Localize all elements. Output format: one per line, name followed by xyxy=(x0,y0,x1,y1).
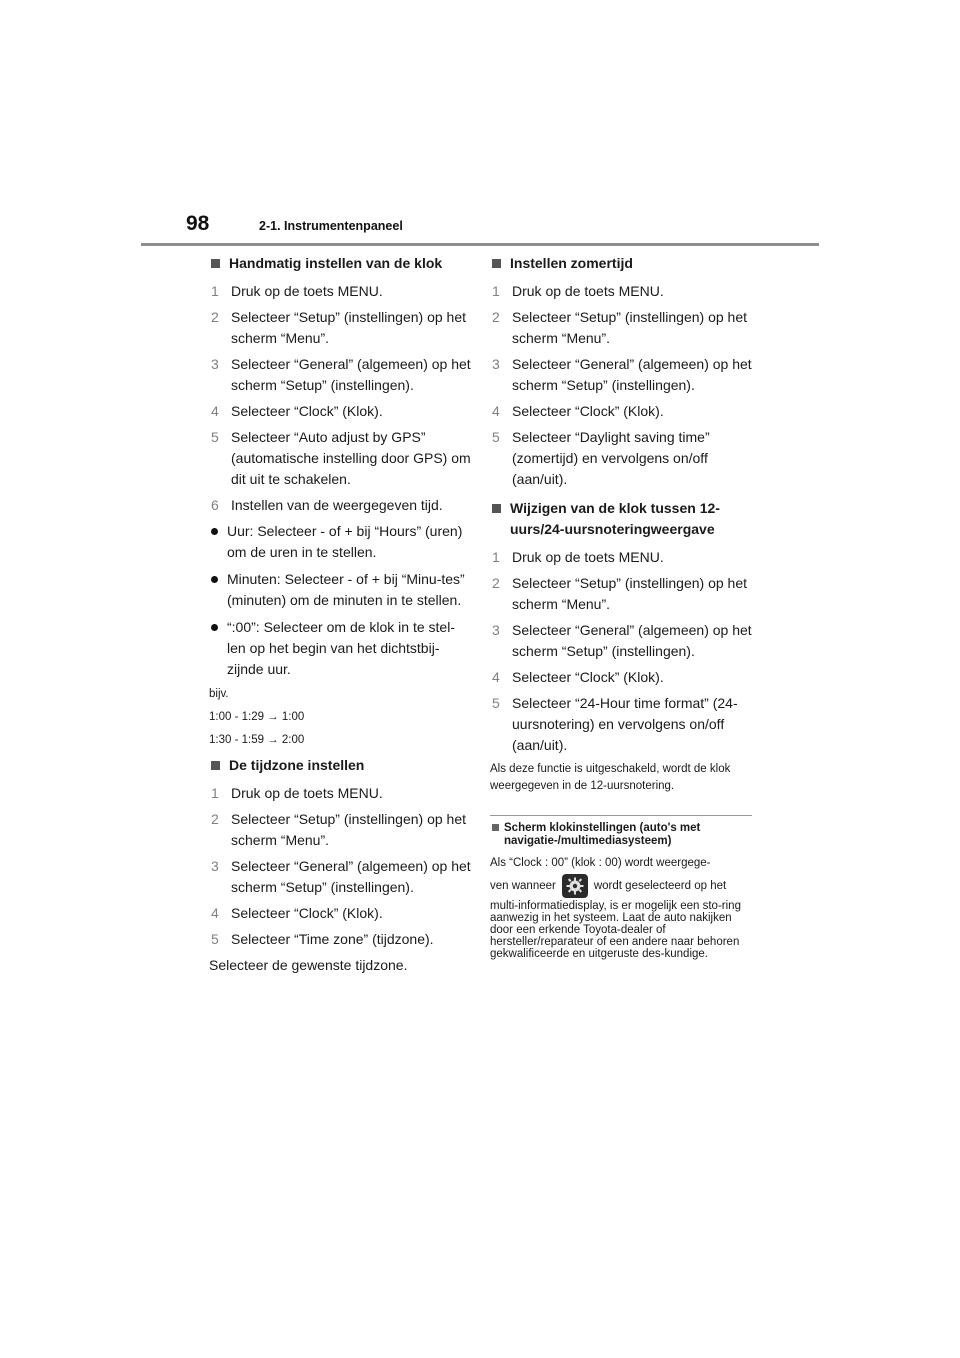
step-item: 2 Selecteer “Setup” (instellingen) op het scherm “Menu”. xyxy=(211,811,467,848)
step-item: 1 Druk op de toets MENU. xyxy=(211,785,383,801)
step-item: 2 Selecteer “Setup” (instellingen) op het scherm “Menu”. xyxy=(492,309,748,346)
section-heading-timezone: De tijdzone instellen xyxy=(209,755,471,776)
step-item: 4 Selecteer “Clock” (Klok). xyxy=(211,905,383,921)
right-column xyxy=(490,253,752,962)
step-item: 4 Selecteer “Clock” (Klok). xyxy=(492,403,664,419)
bullet-item-hours: Uur: Selecteer - of + bij “Hours” (uren) om de uren in te stellen. xyxy=(209,521,471,563)
step-item: 4 Selecteer “Clock” (Klok). xyxy=(492,669,664,685)
note-text-line: Als “Clock : 00” (klok : 00) wordt weergege- xyxy=(490,857,711,869)
step-item: 5 Selecteer “Time zone” (tijdzone). xyxy=(211,931,434,947)
note-text-body: multi-informatiedisplay, is er mogelijk een sto-ring aanwezig in het systeem. Laat de auto nakijken door een erkende Toyota-dealer of hersteller/reparateur of een andere naar behoren gekwalificeerde en uitgeruste des-kundige. xyxy=(490,900,741,960)
note-heading: Scherm klokinstellingen (auto's met navigatie-/multimediasysteem) xyxy=(490,822,752,848)
section-heading-dst: Instellen zomertijd xyxy=(490,253,752,274)
example-line: 1:00 - 1:29 → 1:00 xyxy=(209,711,305,723)
note-divider xyxy=(490,815,752,816)
step-item: 4 Selecteer “Clock” (Klok). xyxy=(211,403,383,419)
note-text-line: ven wanneer wordt geselecteerd op het xyxy=(490,874,752,898)
square-bullet-icon xyxy=(492,824,499,831)
square-bullet-icon xyxy=(492,259,501,268)
step-item: 3 Selecteer “General” (algemeen) op het scherm “Setup” (instellingen). xyxy=(211,858,471,895)
step-item: 5 Selecteer “24-Hour time format” (24-uursnotering) en vervolgens on/off (aan/uit). xyxy=(492,695,738,753)
section-title: 2-1. Instrumentenpaneel xyxy=(259,219,403,233)
step-item: 1 Druk op de toets MENU. xyxy=(211,283,383,299)
gear-icon xyxy=(562,874,588,898)
step-item: 6 Instellen van de weergegeven tijd. xyxy=(211,497,443,513)
step-item: 1 Druk op de toets MENU. xyxy=(492,549,664,565)
closing-text: Selecteer de gewenste tijdzone. xyxy=(209,957,408,973)
step-item: 3 Selecteer “General” (algemeen) op het scherm “Setup” (instellingen). xyxy=(211,356,471,393)
square-bullet-icon xyxy=(492,504,501,513)
format-note: Als deze functie is uitgeschakeld, wordt de klok weergegeven in de 12-uursnotering. xyxy=(490,763,731,792)
square-bullet-icon xyxy=(211,761,220,770)
bullet-dot-icon xyxy=(211,576,218,583)
section-heading-manual-clock: Handmatig instellen van de klok xyxy=(209,253,471,274)
header-divider xyxy=(141,243,819,246)
step-item: 2 Selecteer “Setup” (instellingen) op het scherm “Menu”. xyxy=(492,575,748,612)
section-heading-format: Wijzigen van de klok tussen 12-uurs/24-uursnoteringweergave xyxy=(490,498,752,540)
bullet-item-minutes: Minuten: Selecteer - of + bij “Minu-tes” (minuten) om de minuten in te stellen. xyxy=(209,569,471,611)
example-label: bijv. xyxy=(209,688,229,700)
bullet-dot-icon xyxy=(211,528,218,535)
bullet-dot-icon xyxy=(211,624,218,631)
square-bullet-icon xyxy=(211,259,220,268)
step-item: 3 Selecteer “General” (algemeen) op het scherm “Setup” (instellingen). xyxy=(492,356,752,393)
left-column xyxy=(209,253,471,976)
step-item: 2 Selecteer “Setup” (instellingen) op het scherm “Menu”. xyxy=(211,309,467,346)
example-line: 1:30 - 1:59 → 2:00 xyxy=(209,734,305,746)
page-number: 98 xyxy=(186,212,210,235)
step-item: 5 Selecteer “Auto adjust by GPS” (automatische instelling door GPS) om dit uit te schakelen. xyxy=(211,429,471,487)
bullet-item-round: “:00”: Selecteer om de klok in te stel-len op het begin van het dichtstbij-zijnde uur. xyxy=(209,617,471,680)
step-item: 1 Druk op de toets MENU. xyxy=(492,283,664,299)
step-item: 3 Selecteer “General” (algemeen) op het scherm “Setup” (instellingen). xyxy=(492,622,752,659)
step-item: 5 Selecteer “Daylight saving time” (zomertijd) en vervolgens on/off (aan/uit). xyxy=(492,429,710,487)
